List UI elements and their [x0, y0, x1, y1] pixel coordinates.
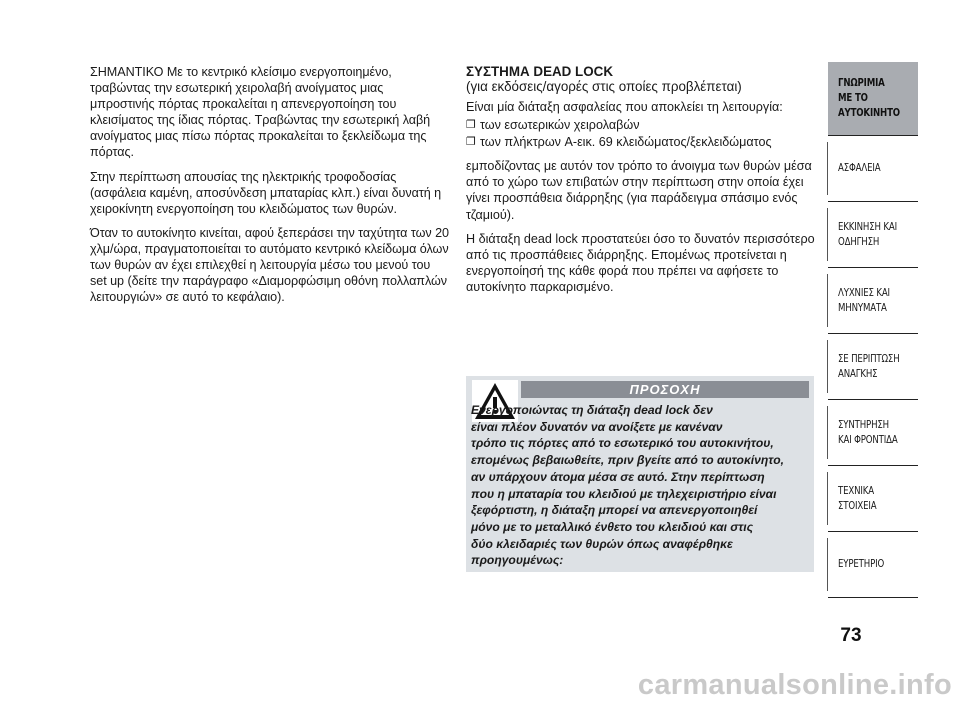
tab-divider: [827, 340, 828, 393]
tab-emergency[interactable]: [828, 334, 918, 400]
tab-getting-to-know-car[interactable]: [828, 62, 918, 136]
paragraph-power-failure: Στην περίπτωση απουσίας της ηλεκτρικής τροφοδοσίας (ασφάλεια καμένη, αποσύνδεση μπαταρίας κλπ.) είναι δυνατή η χειροκίνητη ενεργοποίηση του κλειδώματος των θυρών.: [90, 169, 442, 216]
paragraph-protection: Η διάταξη dead lock προστατεύει όσο το δυνατόν περισσότερο από τις προσπάθειες διάρρηξης. Επομένως προτείνεται η ενεργοποίησή της κάθε φορά που πρέπει να αφήσετε το αυτοκίνητο παρκαρισμένο.: [466, 231, 815, 294]
left-text-column: [90, 64, 450, 313]
paragraph-important-note: ΣΗΜΑΝΤΙΚΟ Με το κεντρικό κλείσιμο ενεργοποιημένο, τραβώντας την εσωτερική χειρολαβή ανοίγματος μιας μπροστινής πόρτας προκαλείται η απενεργοποίηση του κλεισίματος της ίδιας πόρτας. Τραβώντας την εσωτερική λαβή ανοίγματος μιας πίσω πόρτας προκαλείται το ξεκλείδωμα της πόρτας.: [90, 65, 431, 160]
page-number: 73: [840, 625, 862, 646]
warning-line: μόνο με το μεταλλικό ένθετο του κλειδιού και στις: [471, 519, 754, 534]
paragraph-auto-lock: Όταν το αυτοκίνητο κινείται, αφού ξεπεράσει την ταχύτητα των 20 χλμ/ώρα, πραγματοποιείται το αυτόματο κεντρικό κλείδωμα όλων των θυρών αν έχει επιλεχθεί η λειτουργία μέσω του μενού του set up (δείτε την παράγραφο «Διαμορφώσιμη οθόνη πολλαπλών λειτουργιών» σε αυτό το κεφάλαιο).: [90, 225, 449, 305]
tab-technical-data[interactable]: [828, 466, 918, 532]
paragraph-prevent-opening: εμποδίζοντας με αυτόν τον τρόπο το άνοιγμα των θυρών μέσα από το χώρο των επιβατών στην περίπτωση στην οποία έχει γίνει προσπάθεια διάρρηξης (για παράδειγμα σπάσιμο ενός τζαμιού).: [466, 159, 812, 222]
warning-line: Ενεργοποιώντας τη διάταξη dead lock δεν: [471, 403, 713, 417]
tab-label: ΕΚΚΙΝΗΣΗ ΚΑΙ ΟΔΗΓΗΣΗ: [838, 220, 897, 248]
tab-index[interactable]: [828, 532, 918, 598]
tab-divider: [827, 406, 828, 459]
warning-line: αν υπάρχουν άτομα μέσα σε αυτό. Στην περίπτωση: [471, 469, 765, 484]
checkbox-bullet-icon: ❐: [466, 119, 476, 132]
tab-label: ΑΣΦΑΛΕΙΑ: [838, 162, 881, 174]
tab-label: ΕΥΡΕΤΗΡΙΟ: [838, 558, 885, 570]
watermark: carmanualsonline.info: [637, 669, 952, 701]
bullet-item: [466, 134, 816, 150]
tab-maintenance-care[interactable]: [828, 400, 918, 466]
right-text-column: [466, 64, 816, 303]
warning-line: ξεφόρτιστη, η διάταξη μπορεί να απενεργοποιηθεί: [471, 503, 758, 518]
section-intro: Είναι μία διάταξη ασφαλείας που αποκλείει τη λειτουργία:: [466, 100, 783, 114]
tab-divider: [827, 274, 828, 327]
warning-line: δύο κλειδαριές των θυρών όπως αναφέρθηκε: [471, 536, 733, 551]
tab-label: ΓΝΩΡΙΜΙΑ ΜΕ ΤΟ ΑΥΤΟΚΙΝΗΤΟ: [838, 77, 900, 119]
tab-label: ΣΕ ΠΕΡΙΠΤΩΣΗ ΑΝΑΓΚΗΣ: [838, 352, 900, 380]
tab-safety[interactable]: [828, 136, 918, 202]
tab-label: ΛΥΧΝΙΕΣ ΚΑΙ ΜΗΝΥΜΑΤΑ: [838, 286, 890, 314]
warning-line: είναι πλέον δυνατόν να ανοίξετε με κανέναν: [471, 419, 723, 434]
warning-box: [466, 376, 814, 572]
warning-line: που η μπαταρία του κλειδιού με τηλεχειριστήριο είναι: [471, 486, 777, 501]
bullet-item: [466, 117, 816, 133]
tab-divider: [827, 472, 828, 525]
warning-line: τρόπο τις πόρτες από το εσωτερικό του αυτοκινήτου,: [471, 436, 774, 451]
warning-text: [466, 402, 808, 569]
tab-starting-driving[interactable]: [828, 202, 918, 268]
tab-lights-messages[interactable]: [828, 268, 918, 334]
tab-divider: [827, 208, 828, 261]
checkbox-bullet-icon: ❐: [466, 136, 476, 149]
section-subtitle: (για εκδόσεις/αγορές στις οποίες προβλέπεται): [466, 79, 742, 94]
section-title: ΣΥΣΤΗΜΑ DEAD LOCK: [466, 64, 613, 79]
tab-label: ΣΥΝΤΗΡΗΣΗ ΚΑΙ ΦΡΟΝΤΙΔΑ: [838, 418, 898, 446]
tab-label: ΤΕΧΝΙΚΑ ΣΤΟΙΧΕΙΑ: [838, 484, 877, 512]
warning-line: επομένως βεβαιωθείτε, πριν βγείτε από το αυτοκίνητο,: [471, 453, 784, 468]
warning-header: ΠΡΟΣΟΧΗ: [521, 381, 809, 398]
bullet-text: των πλήκτρων A-εικ. 69 κλειδώματος/ξεκλειδώματος: [480, 135, 772, 150]
tab-divider: [827, 142, 828, 195]
bullet-text: των εσωτερικών χειρολαβών: [480, 118, 640, 133]
tab-divider: [827, 538, 828, 591]
chapter-sidebar: [828, 62, 918, 598]
warning-line: προηγουμένως:: [471, 553, 564, 568]
